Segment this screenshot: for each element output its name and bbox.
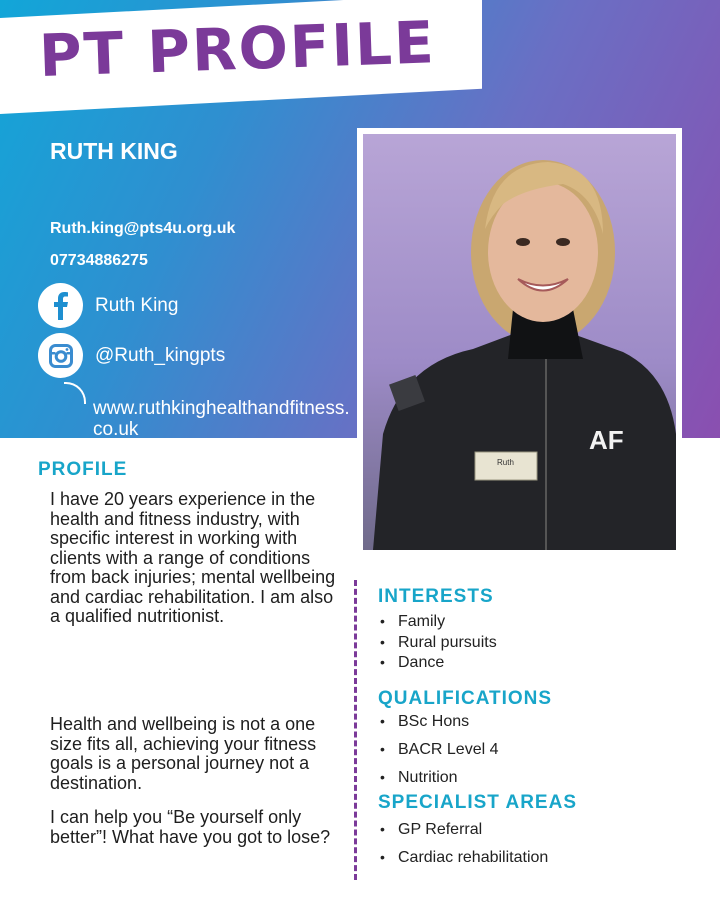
instagram-label: @Ruth_kingpts (95, 344, 226, 366)
name-badge-text: Ruth (497, 458, 514, 467)
email-link[interactable]: Ruth.king@pts4u.org.uk (50, 220, 236, 237)
profile-paragraph-3: I can help you “Be yourself only better”! What have you got to lose? (50, 807, 331, 847)
phone-number[interactable]: 07734886275 (50, 252, 148, 269)
portrait-illustration (363, 134, 676, 550)
profile-paragraph-2: Health and wellbeing is not a one size fits all, achieving your fitness goals is a personal journey not a destination. (50, 714, 317, 793)
trainer-photo (363, 134, 676, 550)
specialist-areas-list (380, 821, 548, 877)
profile-heading: PROFILE (38, 459, 128, 480)
jacket-logo: AF (589, 425, 624, 455)
facebook-link[interactable] (38, 283, 178, 328)
instagram-icon (38, 333, 83, 378)
trainer-name: RUTH KING (50, 138, 178, 164)
qualifications-heading: QUALIFICATIONS (378, 688, 553, 709)
page-title: PT PROFILE (38, 8, 437, 90)
dashed-divider (354, 580, 357, 880)
profile-paragraph-1: I have 20 years experience in the health and fitness industry, with specific interest in working with clients with a range of conditions from back injuries; mental wellbeing and cardiac rehabilitation. I am also a qualified nutritionist. (50, 489, 336, 626)
list-item: • Family (380, 613, 497, 634)
website-link[interactable]: www.ruthkinghealthandfitness.co.uk (93, 398, 350, 440)
list-item: • GP Referral (380, 821, 548, 849)
list-item: • Nutrition (380, 769, 499, 797)
facebook-label: Ruth King (95, 294, 179, 316)
list-item: • BACR Level 4 (380, 741, 499, 769)
list-item: • Rural pursuits (380, 634, 497, 655)
facebook-icon (38, 283, 83, 328)
interests-list (380, 613, 497, 675)
interests-heading: INTERESTS (378, 586, 494, 607)
list-item: • Dance (380, 654, 497, 675)
trainer-photo-frame (357, 128, 682, 556)
specialist-areas-heading: SPECIALIST AREAS (378, 792, 577, 813)
list-item: • BSc Hons (380, 713, 499, 741)
qualifications-list (380, 713, 499, 797)
list-item: • Cardiac rehabilitation (380, 849, 548, 877)
instagram-link[interactable] (38, 333, 225, 378)
